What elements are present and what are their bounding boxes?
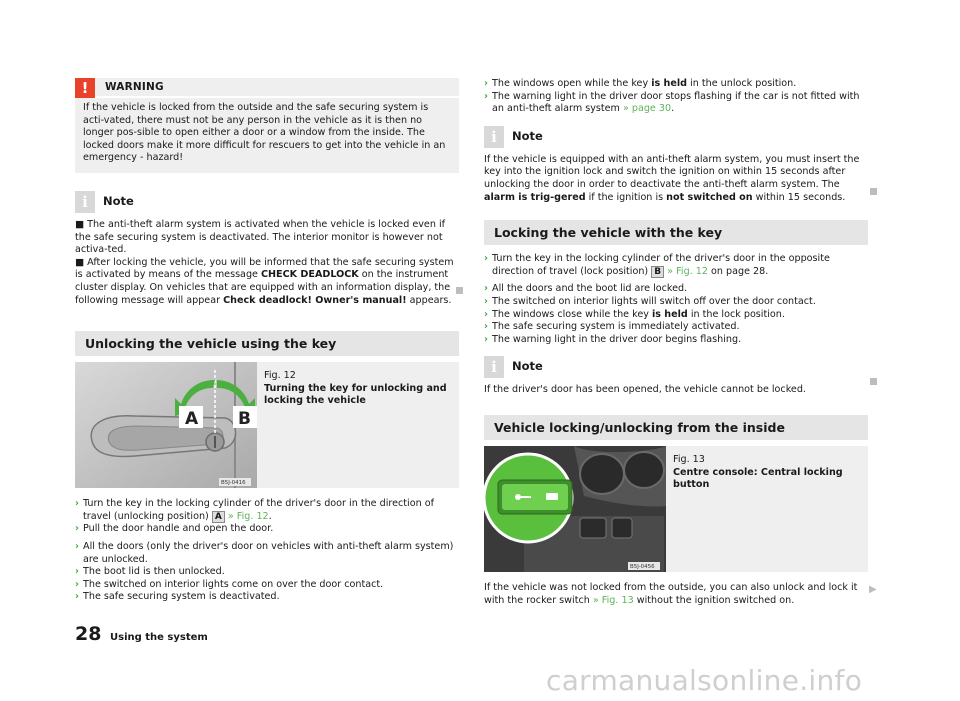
list-item: › The boot lid is then unlocked.	[75, 566, 225, 578]
list-item: › The safe securing system is immediately activated.	[484, 321, 740, 333]
note-header	[484, 126, 868, 148]
warning-title: WARNING	[105, 81, 164, 93]
figure-caption	[264, 370, 449, 408]
key-a-badge: A	[212, 511, 225, 523]
list-item: › Turn the key in the locking cylinder of the driver's door in the opposite direction of travel (lock position) B » Fig. 12 on page 28.	[484, 253, 830, 277]
chevron-right-icon: ›	[75, 566, 79, 578]
list-item: › Pull the door handle and open the door.	[75, 523, 274, 535]
label-a: A	[185, 409, 199, 430]
note-title: Note	[512, 128, 543, 143]
list-item: › All the doors and the boot lid are locked.	[484, 283, 688, 295]
final-paragraph: If the vehicle was not locked from the outside, you can also unlock and lock it with the rocker switch » Fig. 13 without the ignition switched on.	[484, 581, 858, 606]
fig-12-link[interactable]: » Fig. 12	[227, 510, 269, 522]
end-mark	[870, 188, 877, 195]
list-item: › The safe securing system is deactivated.	[75, 591, 280, 603]
exclamation-icon: !	[75, 78, 95, 98]
chevron-right-icon: ›	[484, 333, 488, 345]
note-title: Note	[103, 193, 134, 208]
section-title-unlocking: Unlocking the vehicle using the key	[75, 331, 459, 356]
page-section-label: Using the system	[110, 632, 208, 643]
door-handle-key-image	[75, 362, 257, 488]
page-number: 28	[75, 623, 102, 645]
figure-caption	[673, 454, 858, 492]
list-item: › Turn the key in the locking cylinder of the driver's door in the direction of travel (unlocking position) A » Fig. 12.	[75, 498, 434, 522]
list-item: › The switched on interior lights come on over the door contact.	[75, 578, 384, 590]
info-icon: i	[75, 191, 95, 213]
note-paragraph-1: ■ The anti-theft alarm system is activated when the vehicle is locked even if the safe securing system is deactivated. The interior monitor is however not activa-ted.	[75, 218, 446, 256]
chevron-right-icon: ›	[75, 498, 79, 510]
list-item: › All the doors (only the driver's door on vehicles with anti-theft alarm system) are unlocked.	[75, 540, 454, 565]
warning-box	[75, 78, 459, 173]
unlock-steps	[75, 498, 459, 604]
label-b: B	[238, 409, 251, 430]
list-item: › The windows close while the key is held in the lock position.	[484, 308, 785, 320]
chevron-right-icon: ›	[484, 283, 488, 295]
list-item: › The warning light in the driver door begins flashing.	[484, 333, 742, 345]
chevron-right-icon: ›	[484, 90, 488, 102]
key-b-badge: B	[651, 266, 664, 278]
warning-header	[75, 78, 459, 98]
end-mark	[456, 287, 463, 294]
right-column	[484, 78, 868, 607]
list-item: › The switched on interior lights will switch off over the door contact.	[484, 295, 816, 307]
info-icon: i	[484, 126, 504, 148]
chevron-right-icon: ›	[75, 540, 79, 552]
chevron-right-icon: ›	[484, 295, 488, 307]
figure-13	[484, 446, 868, 572]
note-paragraph-2: ■ After locking the vehicle, you will be informed that the safe securing system is activated by means of the message CHECK DEADLOCK on the instrument cluster display. On vehicles that are equipped with an information display, the following message will appear Check deadlock! Owner's manual! appears.	[75, 256, 454, 306]
centre-console-image	[484, 446, 666, 572]
section-title-locking: Locking the vehicle with the key	[484, 220, 868, 245]
figure-number: Fig. 12	[264, 370, 296, 382]
end-mark	[870, 378, 877, 385]
section-title-inside: Vehicle locking/unlocking from the inside	[484, 415, 868, 440]
chevron-right-icon: ›	[484, 308, 488, 320]
chevron-right-icon: ›	[75, 578, 79, 590]
figure-title: Centre console: Central locking button	[673, 466, 843, 491]
watermark: carmanualsonline.info	[546, 664, 863, 697]
chevron-right-icon: ›	[484, 78, 488, 89]
warning-text: If the vehicle is locked from the outside and the safe securing system is acti-vated, there must not be any person in the vehicle as it is then no longer pos-sible to open either a door or a window from the inside. The locked doors make it more difficult for rescuers to get into the vehicle in an emergency - hazard!	[83, 102, 446, 164]
note-title: Note	[512, 359, 543, 374]
figure-code: B5J-0416	[221, 480, 246, 487]
figure-code: B5J-0456	[630, 563, 655, 570]
note-text: If the vehicle is equipped with an anti-theft alarm system, you must insert the key into the ignition lock and switch the ignition on within 15 seconds after unlocking the door in order to deactivate the anti-theft alarm system. The alarm is trig-gered if the ignition is not switched on within 15 seconds.	[484, 153, 860, 203]
fig-12-link[interactable]: » Fig. 12	[667, 265, 708, 277]
chevron-right-icon: ›	[484, 253, 488, 265]
note-header	[75, 191, 459, 213]
note-header	[484, 356, 868, 378]
info-icon: i	[484, 356, 504, 378]
lock-steps	[484, 253, 868, 346]
list-item: › The windows open while the key is held in the unlock position.	[484, 78, 797, 89]
chevron-right-icon: ›	[75, 591, 79, 603]
page-30-link[interactable]: » page 30	[622, 103, 672, 115]
chevron-right-icon: ›	[75, 523, 79, 535]
figure-title: Turning the key for unlocking and locking the vehicle	[264, 382, 447, 407]
figure-12	[75, 362, 459, 488]
note-text: If the driver's door has been opened, the vehicle cannot be locked.	[484, 384, 806, 396]
continue-arrow-icon: ▶	[869, 584, 877, 595]
left-column	[75, 78, 459, 604]
fig-13-link[interactable]: » Fig. 13	[592, 594, 634, 606]
list-item: › The warning light in the driver door stops flashing if the car is not fitted with an anti-theft alarm system » page 30.	[484, 90, 860, 115]
figure-number: Fig. 13	[673, 453, 705, 465]
chevron-right-icon: ›	[484, 321, 488, 333]
